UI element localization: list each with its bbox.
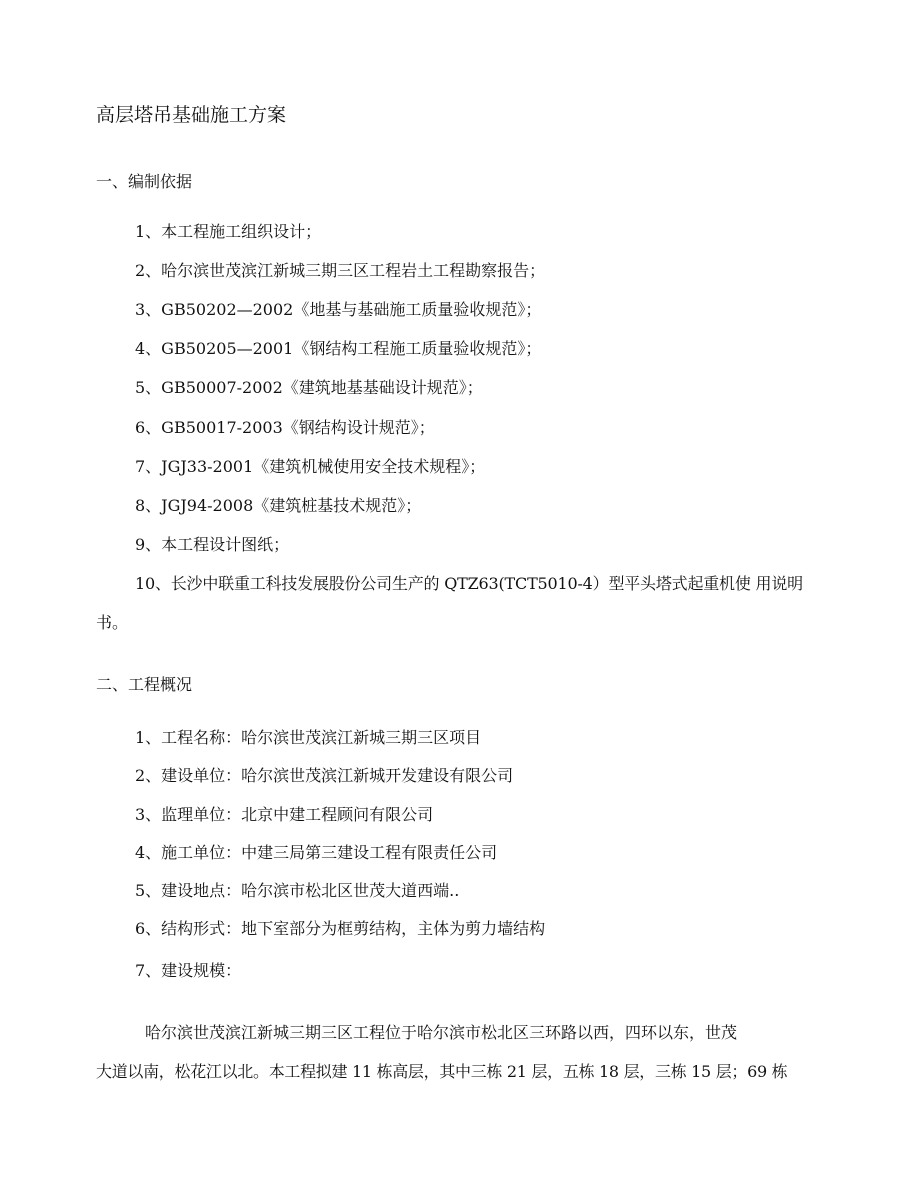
list-item: 3、GB50202—2002《地基与基础施工质量验收规范》；	[135, 300, 542, 319]
list-item: 10、长沙中联重工科技发展股份公司生产的 QTZ63(TCT5010-4）型平头塔式起重机使 用说明	[135, 574, 803, 593]
list-item: 6、GB50017-2003《钢结构设计规范》；	[135, 418, 435, 437]
list-item: 4、施工单位：中建三局第三建设工程有限责任公司	[135, 843, 498, 862]
list-item: 5、GB50007-2002《建筑地基基础设计规范》；	[135, 378, 483, 397]
list-item-continuation: 书。	[96, 613, 129, 632]
list-item: 2、哈尔滨世茂滨江新城三期三区工程岩土工程勘察报告；	[135, 261, 546, 280]
list-item: 4、GB50205—2001《钢结构工程施工质量验收规范》；	[135, 339, 542, 358]
paragraph-line: 大道以南，松花江以北。本工程拟建 11 栋高层，其中三栋 21 层，五栋 18 层，三栋 15 层；69 栋	[96, 1062, 788, 1081]
list-item: 1、本工程施工组织设计；	[135, 222, 322, 241]
list-item: 9、本工程设计图纸；	[135, 535, 290, 554]
list-item: 5、建设地点：哈尔滨市松北区世茂大道西端..	[135, 881, 460, 900]
section-heading-basis: 一、编制依据	[96, 172, 193, 191]
list-item: 6、结构形式：地下室部分为框剪结构，主体为剪力墙结构	[135, 919, 546, 938]
page-title: 高层塔吊基础施工方案	[96, 104, 287, 126]
list-item: 7、JGJ33-2001《建筑机械使用安全技术规程》；	[135, 457, 486, 476]
list-item: 7、建设规模：	[135, 961, 242, 980]
list-item: 8、JGJ94-2008《建筑桩基技术规范》；	[135, 496, 422, 515]
paragraph-line: 哈尔滨世茂滨江新城三期三区工程位于哈尔滨市松北区三环路以西，四环以东，世茂	[145, 1023, 738, 1042]
section-heading-overview: 二、工程概况	[96, 675, 193, 694]
list-item: 1、工程名称：哈尔滨世茂滨江新城三期三区项目	[135, 728, 482, 747]
list-item: 2、建设单位：哈尔滨世茂滨江新城开发建设有限公司	[135, 766, 514, 785]
list-item: 3、监理单位：北京中建工程顾问有限公司	[135, 805, 434, 824]
